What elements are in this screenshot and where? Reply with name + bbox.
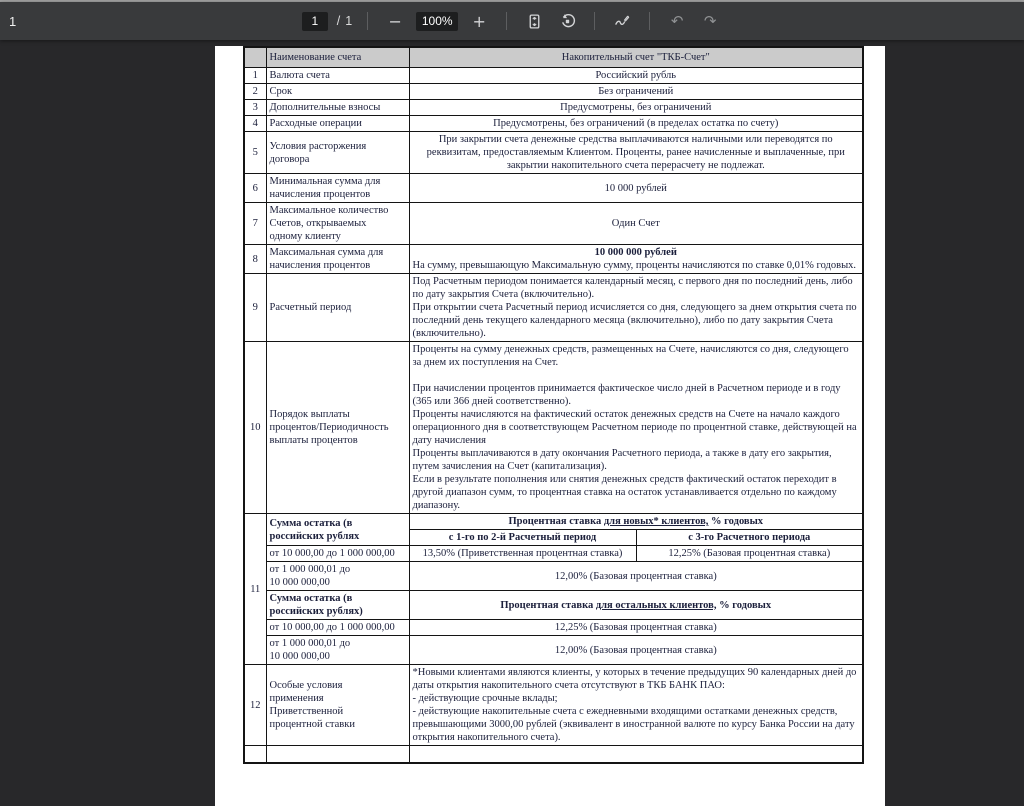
account-terms-table bbox=[243, 46, 864, 764]
zoom-level-input[interactable]: 100% bbox=[416, 12, 458, 31]
row-number: 5 bbox=[244, 132, 266, 174]
row-number: 3 bbox=[244, 100, 266, 116]
row-value: Без ограничений bbox=[409, 84, 863, 100]
row-number: 12 bbox=[244, 665, 266, 746]
row-value: Накопительный счет "ТКБ-Счет" bbox=[409, 47, 863, 68]
toolbar-controls bbox=[302, 9, 722, 33]
rotate-button[interactable] bbox=[555, 9, 579, 33]
rate-header-new-clients bbox=[409, 514, 863, 530]
row-value: Проценты на сумму денежных средств, размещенных на Счете, начисляются со дня, следующего за днем их поступления на Счет. При начислении процентов принимается фактическое число дней в Расчетном периоде и в году (365 или 366 дней соответственно). Проценты начисляются на фактический остаток денежных средств на Счете на начало каждого операционного дня в соответствующем Расчетном периоде по процентной ставке, действующей на дату начисления Проценты выплачиваются в дату окончания Расчетного периода, а также в дату его закрытия, путем зачисления на Счет (капитализация). Если в результате пополнения или снятия денежных средств фактический остаток переходит в другой диапазон сумм, то процентная ставка на остаток устанавливается отдельно по каждому диапазону. bbox=[409, 342, 863, 514]
toolbar-divider bbox=[594, 12, 595, 30]
balance-range: от 1 000 000,01 до 10 000 000,00 bbox=[266, 562, 409, 591]
row-value: Под Расчетным периодом понимается календарный месяц, с первого дня по последний день, либо по дату закрытия Счета (включительно). При открытии счета Расчетный период исчисляется со дня, следующего за днем открытия счета по последний день текущего календарного месяца (включительно), либо по дату закрытия Счета (включительно). bbox=[409, 274, 863, 342]
table-row bbox=[244, 636, 863, 665]
period-header-1: с 1-го по 2-й Расчетный период bbox=[409, 530, 636, 546]
row-number: 4 bbox=[244, 116, 266, 132]
row-number: 7 bbox=[244, 203, 266, 245]
row-label: Особые условия применения Приветственной процентной ставки bbox=[266, 665, 409, 746]
rate-value: 12,25% (Базовая процентная ставка) bbox=[409, 620, 863, 636]
row-label: Расчетный период bbox=[266, 274, 409, 342]
row-value bbox=[409, 746, 863, 764]
undo-icon: ↶ bbox=[670, 11, 684, 30]
table-row bbox=[244, 342, 863, 514]
rate-value: 12,00% (Базовая процентная ставка) bbox=[409, 562, 863, 591]
annotate-button[interactable] bbox=[610, 9, 634, 33]
row-number: 9 bbox=[244, 274, 266, 342]
undo-button[interactable] bbox=[665, 9, 689, 33]
row-number bbox=[244, 746, 266, 764]
table-row bbox=[244, 620, 863, 636]
row-label bbox=[266, 746, 409, 764]
row-value: При закрытии счета денежные средства выплачиваются наличными или переводятся по реквизитам, предоставляемым Клиентом. Проценты, ранее начисленные и выплаченные, при закрытии накопительного счета перерасчету не подлежат. bbox=[409, 132, 863, 174]
table-row bbox=[244, 591, 863, 620]
table-row bbox=[244, 100, 863, 116]
table-row bbox=[244, 116, 863, 132]
balance-range: от 1 000 000,01 до 10 000 000,00 bbox=[266, 636, 409, 665]
row-number: 2 bbox=[244, 84, 266, 100]
row-label: Максимальная сумма для начисления процентов bbox=[266, 245, 409, 274]
row-value: Один Счет bbox=[409, 203, 863, 245]
toolbar-divider bbox=[367, 12, 368, 30]
rate-value: 12,25% (Базовая процентная ставка) bbox=[636, 546, 863, 562]
row-label: Условия расторжения договора bbox=[266, 132, 409, 174]
row-value: 10 000 рублей bbox=[409, 174, 863, 203]
fit-to-page-icon bbox=[526, 13, 543, 30]
zoom-out-button[interactable]: − bbox=[383, 9, 407, 33]
table-row bbox=[244, 245, 863, 274]
table-row bbox=[244, 203, 863, 245]
page-count bbox=[337, 14, 352, 28]
row-number bbox=[244, 47, 266, 68]
balance-range: от 10 000,00 до 1 000 000,00 bbox=[266, 546, 409, 562]
toolbar-divider bbox=[649, 12, 650, 30]
row-label: Дополнительные взносы bbox=[266, 100, 409, 116]
balance-range: от 10 000,00 до 1 000 000,00 bbox=[266, 620, 409, 636]
rate-value: 12,00% (Базовая процентная ставка) bbox=[409, 636, 863, 665]
table-row bbox=[244, 562, 863, 591]
rate-header-underlined: для остальных клиентов, bbox=[595, 599, 717, 611]
pdf-toolbar bbox=[0, 2, 1024, 40]
row-value: Российский рубль bbox=[409, 68, 863, 84]
balance-label-rest: Сумма остатка (в российских рублях) bbox=[266, 591, 409, 620]
pen-annotate-icon bbox=[613, 12, 631, 30]
row-value: *Новыми клиентами являются клиенты, у которых в течение предыдущих 90 календарных дней до даты открытия накопительного счета отсутствуют в ТКБ БАНК ПАО: - действующие срочные вклады; - действующие накопительные счета с ежедневными входящими остатками денежных средств, превышающими 3000,00 рублей (эквивалент в иностранной валюте по курсу Банка России на дату открытия накопительного счета). bbox=[409, 665, 863, 746]
rate-header-other-clients bbox=[409, 591, 863, 620]
row-number: 11 bbox=[244, 514, 266, 665]
zoom-in-button[interactable]: + bbox=[467, 9, 491, 33]
page-number-input[interactable]: 1 bbox=[302, 12, 328, 31]
table-row bbox=[244, 47, 863, 68]
redo-button[interactable] bbox=[698, 9, 722, 33]
row-label: Минимальная сумма для начисления процентов bbox=[266, 174, 409, 203]
row-value: Предусмотрены, без ограничений (в пределах остатка по счету) bbox=[409, 116, 863, 132]
rate-value: 13,50% (Приветственная процентная ставка) bbox=[409, 546, 636, 562]
row-number: 6 bbox=[244, 174, 266, 203]
row-label: Порядок выплаты процентов/Периодичность выплаты процентов bbox=[266, 342, 409, 514]
row-number: 1 bbox=[244, 68, 266, 84]
redo-icon: ↷ bbox=[703, 11, 717, 30]
max-sum-bold: 10 000 000 рублей bbox=[594, 247, 677, 258]
row-label: Расходные операции bbox=[266, 116, 409, 132]
rate-header-post: % годовых bbox=[719, 599, 772, 611]
row-number: 10 bbox=[244, 342, 266, 514]
toolbar-divider bbox=[506, 12, 507, 30]
pdf-viewer-background[interactable] bbox=[0, 40, 1024, 743]
document-title: 1 bbox=[9, 13, 17, 29]
rotate-counterclockwise-icon bbox=[559, 13, 576, 30]
row-value bbox=[409, 245, 863, 274]
page-total: 1 bbox=[345, 14, 353, 28]
table-row bbox=[244, 174, 863, 203]
rate-header-post: % годовых bbox=[711, 516, 764, 527]
document-page bbox=[215, 46, 885, 806]
row-label: Валюта счета bbox=[266, 68, 409, 84]
table-row bbox=[244, 132, 863, 174]
table-row-clipped bbox=[244, 746, 863, 764]
rate-header-pre: Процентная ставка bbox=[500, 599, 594, 611]
row-label: Наименование счета bbox=[266, 47, 409, 68]
balance-label-new: Сумма остатка (в российских рублях bbox=[266, 514, 409, 546]
page-separator: / bbox=[336, 14, 341, 28]
table-row bbox=[244, 84, 863, 100]
rate-header-pre: Процентная ставка bbox=[508, 516, 602, 527]
table-row bbox=[244, 546, 863, 562]
row-number: 8 bbox=[244, 245, 266, 274]
max-sum-note: На сумму, превышающую Максимальную сумму, проценты начисляются по ставке 0,01% годовых. bbox=[412, 260, 857, 271]
table-row bbox=[244, 68, 863, 84]
table-row bbox=[244, 665, 863, 746]
row-value: Предусмотрены, без ограничений bbox=[409, 100, 863, 116]
row-label: Максимальное количество Счетов, открываемых одному клиенту bbox=[266, 203, 409, 245]
table-row bbox=[244, 514, 863, 530]
row-label: Срок bbox=[266, 84, 409, 100]
rate-header-underlined: для новых* клиентов, bbox=[603, 516, 709, 527]
table-row bbox=[244, 274, 863, 342]
fit-to-page-button[interactable] bbox=[522, 9, 546, 33]
period-header-2: с 3-го Расчетного периода bbox=[636, 530, 863, 546]
